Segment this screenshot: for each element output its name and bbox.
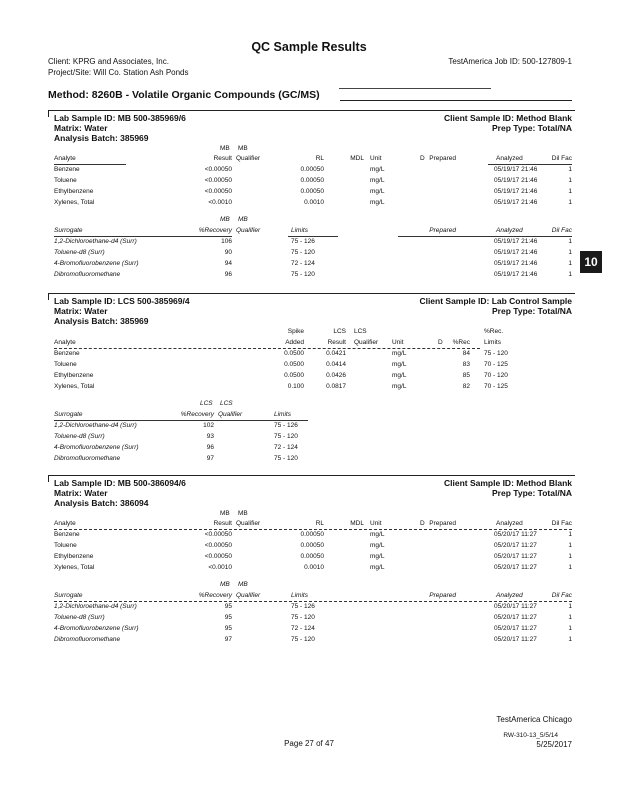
surrogate-name: 4-Bromofluorobenzene (Surr) [54, 260, 139, 267]
col-header: Analyte [54, 520, 76, 527]
analyzed-date: 05/19/17 21:46 [494, 199, 538, 206]
surrogate-name: Dibromofluoromethane [54, 455, 121, 462]
header-underline [398, 236, 572, 237]
dil-fac: 1 [568, 238, 572, 245]
col-top-label: MB [238, 145, 248, 152]
col-header: Qualifier [218, 411, 243, 418]
col-header: D [438, 339, 443, 346]
unit-value: mg/L [370, 166, 385, 173]
client-sample-id: Client Sample ID: Lab Control Sample [419, 296, 572, 306]
unit-value: mg/L [392, 361, 407, 368]
col-header: D [420, 155, 425, 162]
dil-fac: 1 [568, 636, 572, 643]
surrogate-name: Toluene-d8 (Surr) [54, 614, 105, 621]
unit-value: mg/L [370, 531, 385, 538]
limits-value: 75 - 126 [291, 238, 315, 245]
spike-added: 0.100 [287, 383, 304, 390]
col-header: Limits [291, 227, 308, 234]
analyzed-date: 05/20/17 11:27 [494, 553, 537, 560]
col-top-label: MB [220, 581, 230, 588]
col-header: Dil Fac [551, 155, 572, 162]
col-header: Prepared [429, 592, 456, 599]
col-header: Prepared [429, 155, 456, 162]
col-top-label: LCS [354, 328, 367, 335]
surrogate-name: Toluene-d8 (Surr) [54, 433, 105, 440]
recovery-value: 106 [221, 238, 232, 245]
analysis-batch: Analysis Batch: 385969 [54, 133, 149, 143]
col-header: Limits [484, 339, 501, 346]
col-header: Analyte [54, 339, 76, 346]
dil-fac: 1 [568, 553, 572, 560]
analyzed-date: 05/20/17 11:27 [494, 564, 537, 571]
analyte-name: Benzene [54, 531, 80, 538]
rl-value: 0.00050 [300, 188, 324, 195]
analyte-name: Toluene [54, 542, 77, 549]
col-top-label: MB [238, 510, 248, 517]
result-value: <0.00050 [204, 531, 232, 538]
col-header: Added [285, 339, 304, 346]
col-header: %Recovery [198, 227, 232, 234]
analyzed-date: 05/19/17 21:46 [494, 271, 538, 278]
result-value: <0.00050 [204, 542, 232, 549]
col-top-label: MB [220, 216, 230, 223]
header-underline [288, 236, 338, 237]
col-header: %Recovery [180, 411, 214, 418]
spike-added: 0.0500 [284, 361, 304, 368]
analyzed-date: 05/20/17 11:27 [494, 603, 537, 610]
analyte-name: Xylenes, Total [54, 199, 95, 206]
analyzed-date: 05/19/17 21:46 [494, 260, 538, 267]
limits-value: 70 - 120 [484, 372, 508, 379]
header-underline [54, 348, 480, 349]
matrix: Matrix: Water [54, 123, 108, 133]
lab-sample-id: Lab Sample ID: LCS 500-385969/4 [54, 296, 190, 306]
result-value: 0.0426 [326, 372, 346, 379]
limits-value: 75 - 126 [291, 603, 315, 610]
col-header: Prepared [429, 227, 456, 234]
result-value: <0.00050 [204, 553, 232, 560]
spike-added: 0.0500 [284, 372, 304, 379]
col-header: Surrogate [54, 227, 83, 234]
col-header: Result [327, 339, 346, 346]
analyte-name: Benzene [54, 350, 80, 357]
unit-value: mg/L [370, 542, 385, 549]
job-id: TestAmerica Job ID: 500-127809-1 [448, 57, 572, 66]
surrogate-name: Toluene-d8 (Surr) [54, 249, 105, 256]
recovery-value: 84 [462, 350, 470, 357]
rl-value: 0.0010 [304, 564, 324, 571]
unit-value: mg/L [370, 564, 385, 571]
recovery-value: 95 [224, 625, 232, 632]
result-value: 0.0817 [326, 383, 346, 390]
report-title: QC Sample Results [251, 40, 367, 54]
analyzed-date: 05/19/17 21:46 [494, 238, 538, 245]
result-value: <0.00050 [204, 177, 232, 184]
limits-value: 75 - 120 [291, 636, 315, 643]
spike-added: 0.0500 [284, 350, 304, 357]
rl-value: 0.00050 [300, 177, 324, 184]
col-top-label: MB [238, 216, 248, 223]
report-date: 5/25/2017 [536, 740, 572, 749]
col-header: Surrogate [54, 592, 83, 599]
qc-section-1 [48, 110, 574, 290]
unit-value: mg/L [370, 553, 385, 560]
dil-fac: 1 [568, 199, 572, 206]
page-number: Page 27 of 47 [284, 739, 334, 748]
surrogate-name: 1,2-Dichloroethane-d4 (Surr) [54, 238, 137, 245]
header-underline [54, 420, 308, 421]
recovery-value: 82 [462, 383, 470, 390]
analyzed-date: 05/20/17 11:27 [494, 636, 537, 643]
matrix: Matrix: Water [54, 306, 108, 316]
result-value: <0.00050 [204, 166, 232, 173]
footer-lab-name: TestAmerica Chicago [496, 715, 572, 724]
col-top-label: LCS [333, 328, 346, 335]
analyte-name: Xylenes, Total [54, 564, 95, 571]
unit-value: mg/L [392, 383, 407, 390]
dil-fac: 1 [568, 249, 572, 256]
surrogate-name: 4-Bromofluorobenzene (Surr) [54, 444, 139, 451]
dil-fac: 1 [568, 166, 572, 173]
analyte-name: Benzene [54, 166, 80, 173]
unit-value: mg/L [392, 350, 407, 357]
limits-value: 72 - 124 [274, 444, 298, 451]
surrogate-name: 1,2-Dichloroethane-d4 (Surr) [54, 603, 137, 610]
analyte-name: Ethylbenzene [54, 372, 94, 379]
recovery-value: 102 [203, 422, 214, 429]
dil-fac: 1 [568, 260, 572, 267]
doc-reference: RW-310-13_5/5/14 [503, 732, 558, 739]
col-header: Qualifier [236, 520, 261, 527]
col-header: RL [315, 155, 324, 162]
result-value: <0.00050 [204, 188, 232, 195]
result-value: <0.0010 [208, 199, 232, 206]
limits-value: 75 - 126 [274, 422, 298, 429]
analyte-name: Toluene [54, 361, 77, 368]
col-top-label: MB [220, 510, 230, 517]
rl-value: 0.00050 [300, 553, 324, 560]
analysis-batch: Analysis Batch: 386094 [54, 498, 149, 508]
dil-fac: 1 [568, 614, 572, 621]
col-header: Unit [370, 155, 382, 162]
limits-value: 72 - 124 [291, 260, 315, 267]
col-top-label: LCS [220, 400, 233, 407]
recovery-value: 96 [224, 271, 232, 278]
recovery-value: 95 [224, 614, 232, 621]
lab-sample-id: Lab Sample ID: MB 500-385969/6 [54, 113, 186, 123]
col-header: Analyzed [496, 520, 523, 527]
analyzed-date: 05/20/17 11:27 [494, 614, 537, 621]
method-rule [340, 100, 572, 101]
analyzed-date: 05/19/17 21:46 [494, 177, 538, 184]
col-top-label: LCS [200, 400, 213, 407]
col-header: %Rec [452, 339, 470, 346]
limits-value: 72 - 124 [291, 625, 315, 632]
col-header: Analyzed [496, 155, 523, 162]
rl-value: 0.00050 [300, 542, 324, 549]
recovery-value: 97 [224, 636, 232, 643]
surrogate-name: Dibromofluoromethane [54, 271, 121, 278]
qc-section-3 [48, 475, 574, 655]
unit-value: mg/L [392, 372, 407, 379]
col-header: Dil Fac [551, 592, 572, 599]
unit-value: mg/L [370, 199, 385, 206]
method-title: Method: 8260B - Volatile Organic Compounds (GC/MS) [48, 89, 320, 101]
prep-type: Prep Type: Total/NA [492, 306, 572, 316]
col-header: %Recovery [198, 592, 232, 599]
dil-fac: 1 [568, 625, 572, 632]
col-header: Result [213, 520, 232, 527]
project-site: Project/Site: Will Co. Station Ash Ponds [48, 68, 189, 77]
client-sample-id: Client Sample ID: Method Blank [444, 478, 572, 488]
limits-value: 75 - 120 [274, 433, 298, 440]
analyte-name: Toluene [54, 177, 77, 184]
dil-fac: 1 [568, 603, 572, 610]
section-tab-marker: 10 [580, 251, 602, 273]
col-header: Prepared [429, 520, 456, 527]
analyte-name: Ethylbenzene [54, 553, 94, 560]
col-top-label: MB [238, 581, 248, 588]
col-top-label: Spike [287, 328, 304, 335]
col-header: RL [315, 520, 324, 527]
result-value: <0.0010 [208, 564, 232, 571]
client-name: Client: KPRG and Associates, Inc. [48, 57, 169, 66]
matrix: Matrix: Water [54, 488, 108, 498]
header-underline [54, 529, 572, 530]
recovery-value: 90 [224, 249, 232, 256]
unit-value: mg/L [370, 188, 385, 195]
analysis-batch: Analysis Batch: 385969 [54, 316, 149, 326]
dil-fac: 1 [568, 564, 572, 571]
analyzed-date: 05/19/17 21:46 [494, 166, 538, 173]
col-header: Limits [274, 411, 291, 418]
recovery-value: 85 [462, 372, 470, 379]
dil-fac: 1 [568, 531, 572, 538]
recovery-value: 93 [206, 433, 214, 440]
col-header: Surrogate [54, 411, 83, 418]
header-underline [54, 236, 232, 237]
col-header: Unit [370, 520, 382, 527]
limits-value: 75 - 120 [291, 614, 315, 621]
col-header: Analyte [54, 155, 76, 162]
recovery-value: 94 [224, 260, 232, 267]
col-header: Qualifier [236, 155, 261, 162]
col-header: D [420, 520, 425, 527]
header-underline [54, 601, 572, 602]
col-header: MDL [350, 155, 364, 162]
rl-value: 0.00050 [300, 166, 324, 173]
col-header: Limits [291, 592, 308, 599]
surrogate-name: 4-Bromofluorobenzene (Surr) [54, 625, 139, 632]
col-header: Qualifier [236, 592, 261, 599]
dil-fac: 1 [568, 177, 572, 184]
lab-sample-id: Lab Sample ID: MB 500-386094/6 [54, 478, 186, 488]
surrogate-name: 1,2-Dichloroethane-d4 (Surr) [54, 422, 137, 429]
limits-value: 75 - 120 [291, 271, 315, 278]
analyte-name: Ethylbenzene [54, 188, 94, 195]
prep-type: Prep Type: Total/NA [492, 488, 572, 498]
col-header: MDL [350, 520, 364, 527]
header-underline [488, 164, 572, 165]
analyzed-date: 05/20/17 11:27 [494, 531, 537, 538]
rl-value: 0.00050 [300, 531, 324, 538]
limits-value: 70 - 125 [484, 383, 508, 390]
analyzed-date: 05/20/17 11:27 [494, 542, 537, 549]
unit-value: mg/L [370, 177, 385, 184]
analyzed-date: 05/20/17 11:27 [494, 625, 537, 632]
col-header: Qualifier [236, 227, 261, 234]
limits-value: 75 - 120 [484, 350, 508, 357]
surrogate-name: Dibromofluoromethane [54, 636, 121, 643]
limits-value: 75 - 120 [291, 249, 315, 256]
col-header: Unit [392, 339, 404, 346]
qc-section-2 [48, 293, 574, 473]
dil-fac: 1 [568, 271, 572, 278]
recovery-value: 97 [206, 455, 214, 462]
result-value: 0.0421 [326, 350, 346, 357]
limits-value: 75 - 120 [274, 455, 298, 462]
col-header: Dil Fac [551, 227, 572, 234]
col-top-label: MB [220, 145, 230, 152]
recovery-value: 95 [224, 603, 232, 610]
limits-value: 70 - 125 [484, 361, 508, 368]
col-header: Result [213, 155, 232, 162]
result-value: 0.0414 [326, 361, 346, 368]
analyzed-date: 05/19/17 21:46 [494, 249, 538, 256]
analyte-name: Xylenes, Total [54, 383, 95, 390]
recovery-value: 96 [206, 444, 214, 451]
client-sample-id: Client Sample ID: Method Blank [444, 113, 572, 123]
header-underline [54, 164, 126, 165]
col-header: Qualifier [354, 339, 379, 346]
dil-fac: 1 [568, 188, 572, 195]
col-header: Analyzed [496, 592, 523, 599]
col-header: Dil Fac [551, 520, 572, 527]
analyzed-date: 05/19/17 21:46 [494, 188, 538, 195]
rl-value: 0.0010 [304, 199, 324, 206]
header-rule [339, 88, 491, 89]
recovery-value: 83 [462, 361, 470, 368]
dil-fac: 1 [568, 542, 572, 549]
col-header: Analyzed [496, 227, 523, 234]
prep-type: Prep Type: Total/NA [492, 123, 572, 133]
col-top-label: %Rec. [484, 328, 504, 335]
